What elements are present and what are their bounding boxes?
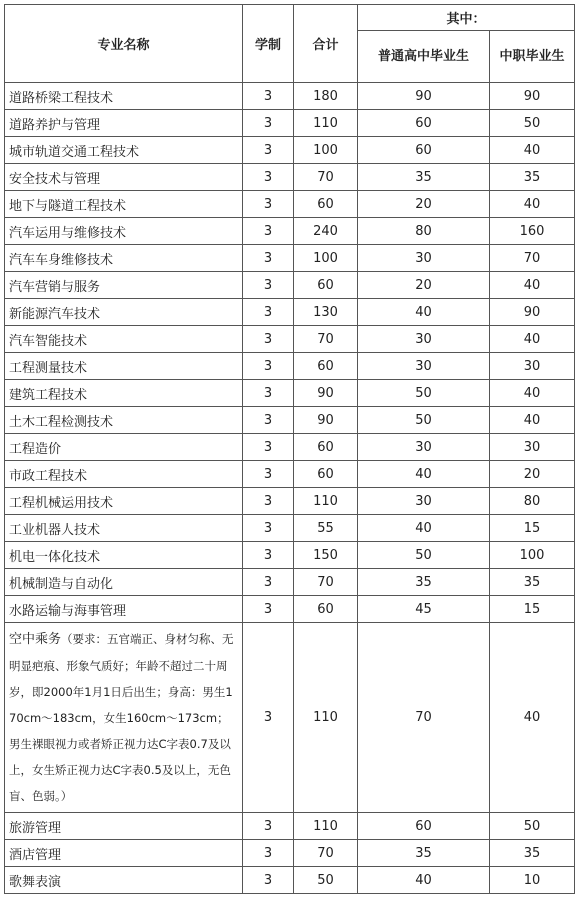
total-cell: 240: [294, 218, 358, 245]
high-school-cell: 50: [358, 542, 490, 569]
high-school-cell: 40: [358, 299, 490, 326]
table-row: [5, 867, 575, 894]
high-school-cell: 40: [358, 515, 490, 542]
table-row: [5, 813, 575, 840]
high-school-cell: 30: [358, 488, 490, 515]
vocational-cell: 15: [490, 515, 575, 542]
vocational-cell: 40: [490, 623, 575, 813]
vocational-cell: 40: [490, 380, 575, 407]
table-row-special: [5, 623, 575, 813]
total-cell: 70: [294, 569, 358, 596]
vocational-cell: 80: [490, 488, 575, 515]
vocational-cell: 40: [490, 326, 575, 353]
table-row: [5, 380, 575, 407]
high-school-cell: 50: [358, 407, 490, 434]
high-school-cell: 50: [358, 380, 490, 407]
high-school-cell: 60: [358, 813, 490, 840]
duration-cell: 3: [243, 299, 294, 326]
duration-cell: 3: [243, 380, 294, 407]
major-name-cell: 汽车营销与服务: [5, 272, 243, 299]
table-row: [5, 83, 575, 110]
high-school-cell: 35: [358, 569, 490, 596]
total-cell: 110: [294, 813, 358, 840]
table-row: [5, 461, 575, 488]
header-duration: 学制: [243, 5, 294, 83]
high-school-cell: 80: [358, 218, 490, 245]
high-school-cell: 35: [358, 164, 490, 191]
duration-cell: 3: [243, 407, 294, 434]
duration-cell: 3: [243, 515, 294, 542]
total-cell: 110: [294, 488, 358, 515]
vocational-cell: 40: [490, 137, 575, 164]
high-school-cell: 30: [358, 245, 490, 272]
duration-cell: 3: [243, 813, 294, 840]
vocational-cell: 10: [490, 867, 575, 894]
high-school-cell: 90: [358, 83, 490, 110]
duration-cell: 3: [243, 218, 294, 245]
duration-cell: 3: [243, 110, 294, 137]
high-school-cell: 20: [358, 272, 490, 299]
high-school-cell: 35: [358, 840, 490, 867]
total-cell: 110: [294, 110, 358, 137]
table-row: [5, 840, 575, 867]
vocational-cell: 40: [490, 272, 575, 299]
duration-cell: 3: [243, 326, 294, 353]
total-cell: 100: [294, 137, 358, 164]
table-row: [5, 110, 575, 137]
vocational-cell: 30: [490, 434, 575, 461]
table-row: [5, 299, 575, 326]
major-name-cell: 工程造价: [5, 434, 243, 461]
header-high-school: 普通高中毕业生: [358, 31, 490, 83]
major-name-cell: 土木工程检测技术: [5, 407, 243, 434]
major-name-cell: 安全技术与管理: [5, 164, 243, 191]
table-row: [5, 272, 575, 299]
high-school-cell: 45: [358, 596, 490, 623]
high-school-cell: 30: [358, 326, 490, 353]
major-name-cell: 工业机器人技术: [5, 515, 243, 542]
table-row: [5, 488, 575, 515]
total-cell: 60: [294, 461, 358, 488]
duration-cell: 3: [243, 623, 294, 813]
high-school-cell: 60: [358, 110, 490, 137]
duration-cell: 3: [243, 596, 294, 623]
duration-cell: 3: [243, 191, 294, 218]
total-cell: 90: [294, 407, 358, 434]
table-row: [5, 326, 575, 353]
high-school-cell: 30: [358, 353, 490, 380]
special-major-name: 空中乘务: [9, 632, 62, 647]
high-school-cell: 40: [358, 461, 490, 488]
duration-cell: 3: [243, 434, 294, 461]
total-cell: 130: [294, 299, 358, 326]
table-row: [5, 353, 575, 380]
table-row: [5, 137, 575, 164]
major-name-cell: [5, 623, 243, 813]
total-cell: 50: [294, 867, 358, 894]
total-cell: 100: [294, 245, 358, 272]
major-name-cell: 建筑工程技术: [5, 380, 243, 407]
header-of-which: 其中：: [358, 5, 575, 31]
duration-cell: 3: [243, 353, 294, 380]
total-cell: 70: [294, 164, 358, 191]
table-row: [5, 245, 575, 272]
major-name-cell: 机电一体化技术: [5, 542, 243, 569]
high-school-cell: 30: [358, 434, 490, 461]
table-row: [5, 596, 575, 623]
table-row: [5, 542, 575, 569]
major-name-cell: 城市轨道交通工程技术: [5, 137, 243, 164]
duration-cell: 3: [243, 164, 294, 191]
duration-cell: 3: [243, 461, 294, 488]
total-cell: 70: [294, 326, 358, 353]
table-row: [5, 515, 575, 542]
total-cell: 60: [294, 353, 358, 380]
major-name-cell: 工程测量技术: [5, 353, 243, 380]
high-school-cell: 20: [358, 191, 490, 218]
major-name-cell: 新能源汽车技术: [5, 299, 243, 326]
vocational-cell: 40: [490, 407, 575, 434]
vocational-cell: 50: [490, 813, 575, 840]
major-name-cell: 酒店管理: [5, 840, 243, 867]
table-row: [5, 164, 575, 191]
duration-cell: 3: [243, 488, 294, 515]
vocational-cell: 35: [490, 164, 575, 191]
major-name-cell: 道路桥梁工程技术: [5, 83, 243, 110]
major-name-cell: 汽车运用与维修技术: [5, 218, 243, 245]
vocational-cell: 90: [490, 83, 575, 110]
table-row: [5, 218, 575, 245]
total-cell: 60: [294, 191, 358, 218]
total-cell: 110: [294, 623, 358, 813]
vocational-cell: 35: [490, 569, 575, 596]
total-cell: 180: [294, 83, 358, 110]
major-name-cell: 汽车车身维修技术: [5, 245, 243, 272]
total-cell: 60: [294, 272, 358, 299]
major-name-cell: 工程机械运用技术: [5, 488, 243, 515]
vocational-cell: 100: [490, 542, 575, 569]
high-school-cell: 60: [358, 137, 490, 164]
duration-cell: 3: [243, 569, 294, 596]
major-name-cell: 歌舞表演: [5, 867, 243, 894]
total-cell: 55: [294, 515, 358, 542]
vocational-cell: 160: [490, 218, 575, 245]
table-row: [5, 191, 575, 218]
high-school-cell: 40: [358, 867, 490, 894]
major-name-cell: 地下与隧道工程技术: [5, 191, 243, 218]
vocational-cell: 20: [490, 461, 575, 488]
header-major-name: 专业名称: [5, 5, 243, 83]
total-cell: 60: [294, 434, 358, 461]
table-row: [5, 434, 575, 461]
table-row: [5, 407, 575, 434]
major-name-cell: 机械制造与自动化: [5, 569, 243, 596]
duration-cell: 3: [243, 137, 294, 164]
duration-cell: 3: [243, 245, 294, 272]
special-requirements: （要求：五官端正、身材匀称、无明显疤痕、形象气质好；年龄不超过二十周岁，即2000年1月1日后出生；身高：男生170cm～183cm，女生160cm～173cm；男生裸眼视力或者矫正视力达C字表0.7及以上，女生矫正视力达C字表0.5及以上，无色盲、色弱。）: [9, 632, 234, 803]
vocational-cell: 40: [490, 191, 575, 218]
table-row: [5, 569, 575, 596]
vocational-cell: 35: [490, 840, 575, 867]
vocational-cell: 70: [490, 245, 575, 272]
header-total: 合计: [294, 5, 358, 83]
duration-cell: 3: [243, 83, 294, 110]
major-name-cell: 水路运输与海事管理: [5, 596, 243, 623]
duration-cell: 3: [243, 840, 294, 867]
vocational-cell: 15: [490, 596, 575, 623]
total-cell: 70: [294, 840, 358, 867]
total-cell: 150: [294, 542, 358, 569]
vocational-cell: 30: [490, 353, 575, 380]
major-name-cell: 道路养护与管理: [5, 110, 243, 137]
major-name-cell: 旅游管理: [5, 813, 243, 840]
duration-cell: 3: [243, 542, 294, 569]
enrollment-table-container: [4, 4, 575, 894]
total-cell: 60: [294, 596, 358, 623]
vocational-cell: 50: [490, 110, 575, 137]
total-cell: 90: [294, 380, 358, 407]
header-vocational: 中职毕业生: [490, 31, 575, 83]
duration-cell: 3: [243, 272, 294, 299]
enrollment-table: [4, 4, 575, 894]
major-name-cell: 汽车智能技术: [5, 326, 243, 353]
duration-cell: 3: [243, 867, 294, 894]
high-school-cell: 70: [358, 623, 490, 813]
major-name-cell: 市政工程技术: [5, 461, 243, 488]
table-body: [5, 83, 575, 894]
vocational-cell: 90: [490, 299, 575, 326]
